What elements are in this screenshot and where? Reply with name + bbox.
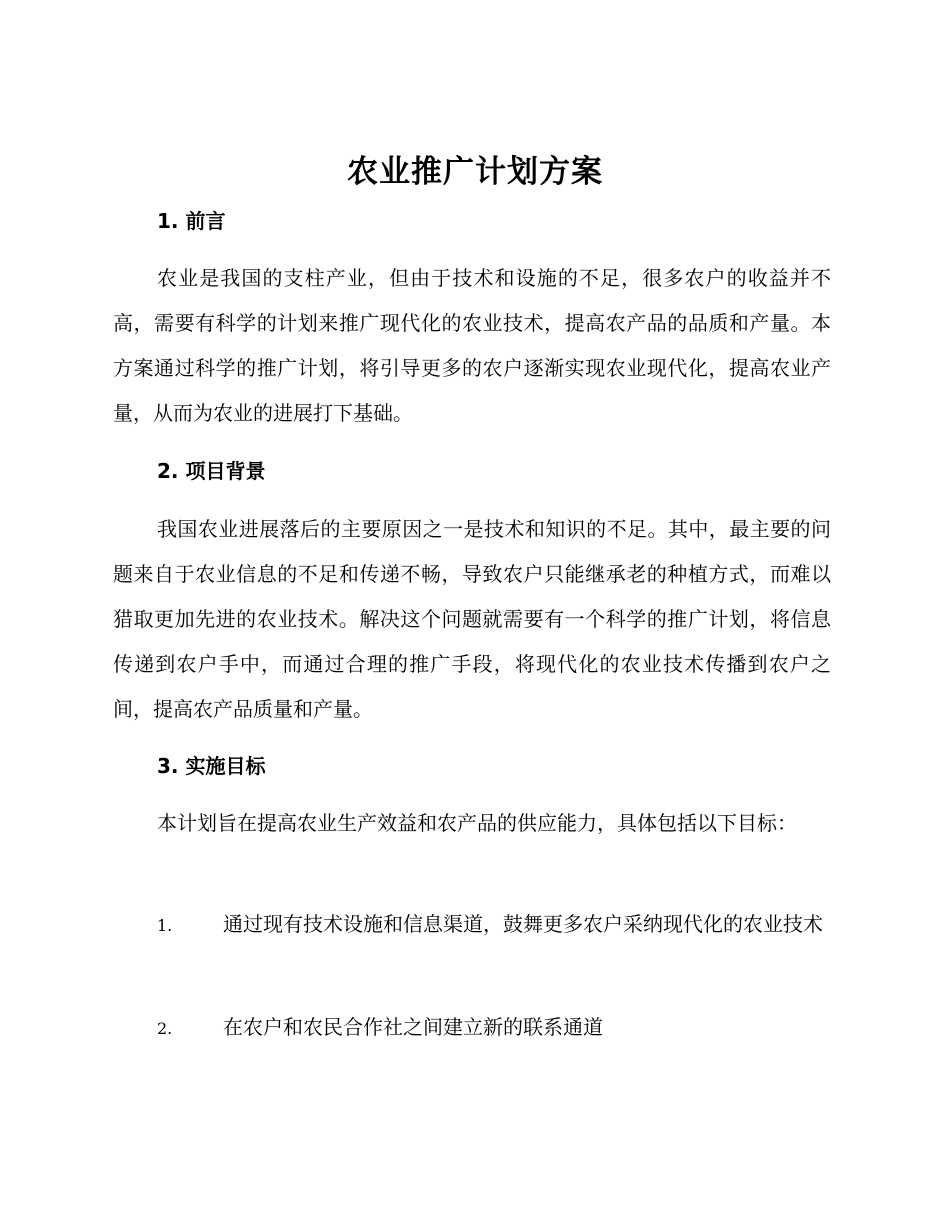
section-heading-preface: 1. 前言 xyxy=(157,209,226,233)
section-paragraph-goals: 本计划旨在提高农业生产效益和农产品的供应能力，具体包括以下目标： xyxy=(157,811,797,835)
list-item-text: 在农户和农民合作社之间建立新的联系通道 xyxy=(223,1015,603,1039)
section-paragraph-preface: 农业是我国的支柱产业，但由于技术和设施的不足，很多农户的收益并不高，需要有科学的计划来推广现代化的农业技术，提高农产品的品质和产量。本方案通过科学的推广计划，将引导更多的农户逐渐实现农业现代化，提高农业产量，从而为农业的进展打下基础。 xyxy=(113,266,831,425)
section-heading-goals: 3. 实施目标 xyxy=(157,754,266,778)
list-item-text: 通过现有技术设施和信息渠道，鼓舞更多农户采纳现代化的农业技术 xyxy=(223,912,823,936)
list-item-number: 2. xyxy=(157,1019,173,1038)
section-paragraph-background: 我国农业进展落后的主要原因之一是技术和知识的不足。其中，最主要的问题来自于农业信息的不足和传递不畅，导致农户只能继承老的种植方式，而难以猎取更加先进的农业技术。解决这个问题就需要有一个科学的推广计划，将信息传递到农户手中，而通过合理的推广手段，将现代化的农业技术传播到农户之间，提高农产品质量和产量。 xyxy=(113,517,831,721)
list-item xyxy=(113,1005,833,1051)
section-heading-background: 2. 项目背景 xyxy=(157,459,266,483)
list-item-number: 1. xyxy=(157,916,173,935)
document-title: 农业推广计划方案 xyxy=(347,154,603,190)
list-item xyxy=(113,902,833,948)
